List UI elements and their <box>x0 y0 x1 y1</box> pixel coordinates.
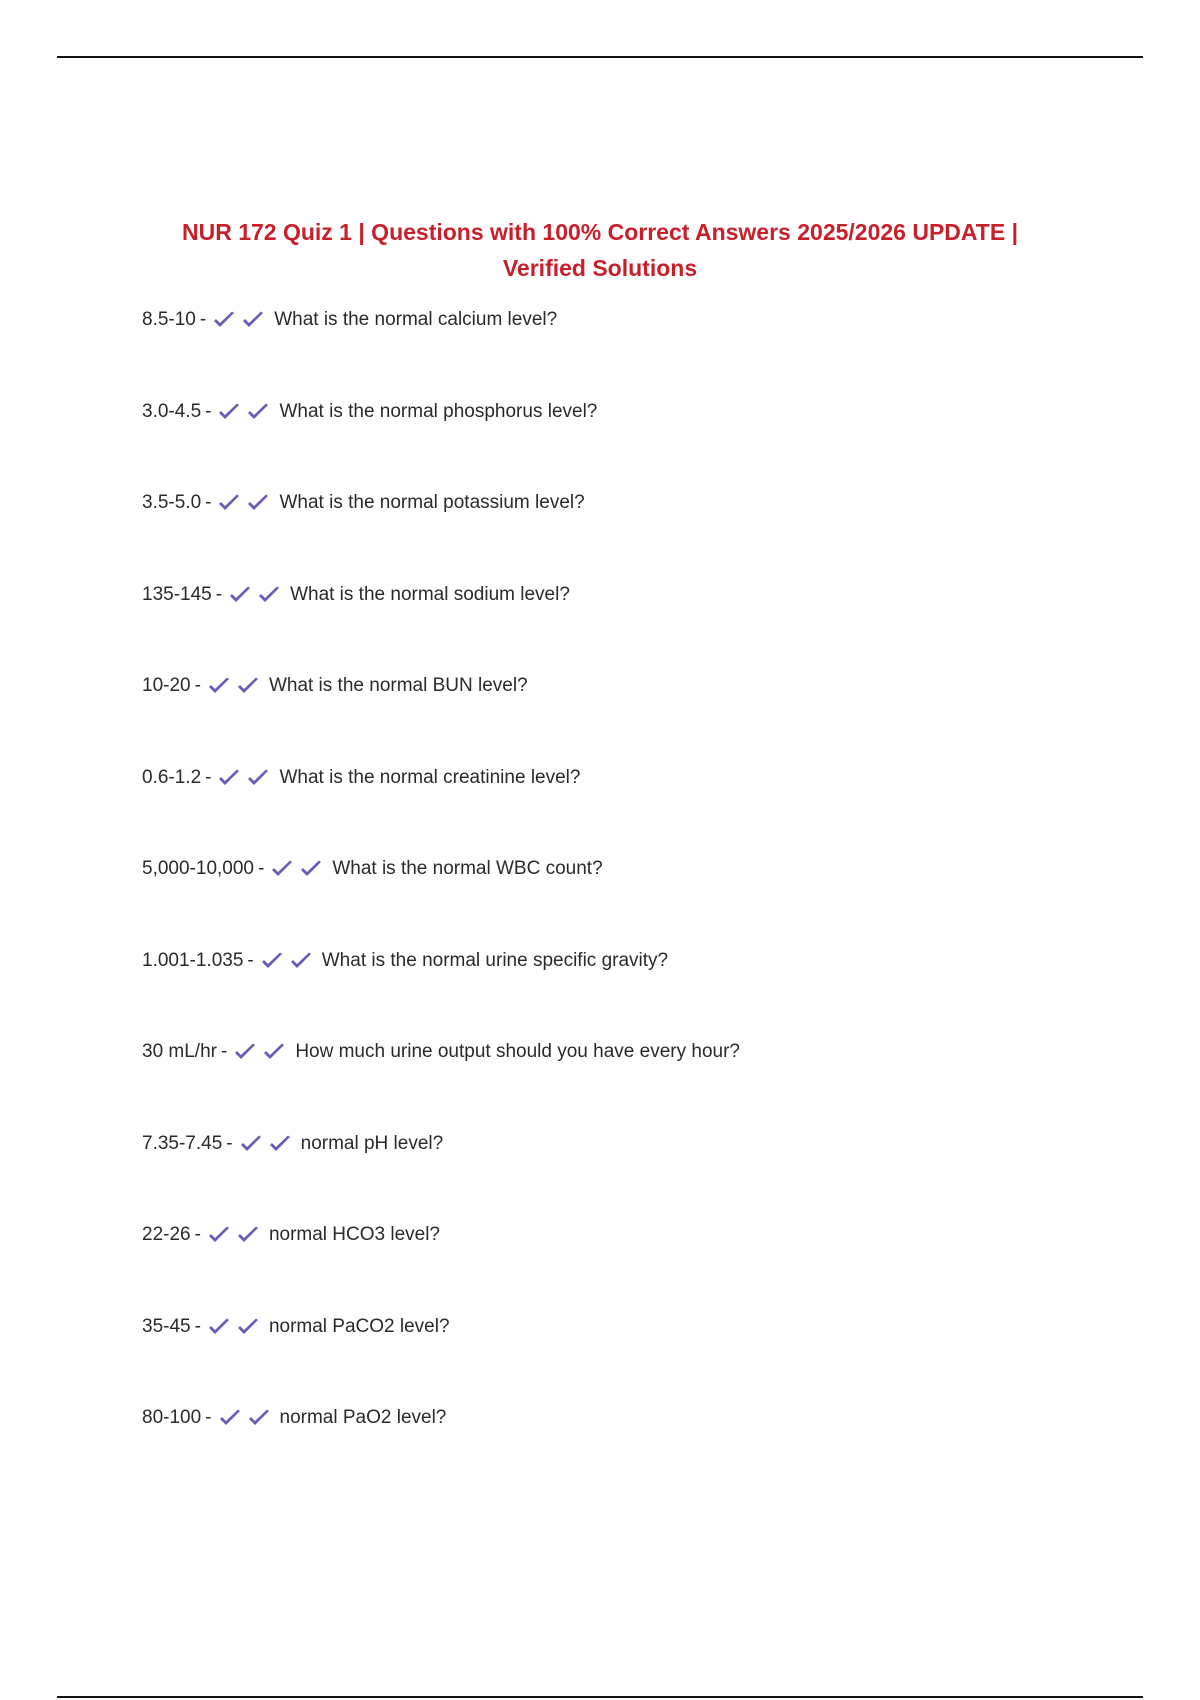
answer-text: 80-100 <box>142 1407 202 1428</box>
check-pair <box>260 944 318 978</box>
check-icon <box>289 951 313 971</box>
check-pair <box>207 1310 265 1344</box>
check-icon <box>246 402 270 422</box>
separator: - <box>215 583 223 605</box>
check-icon-glyph <box>247 1408 271 1428</box>
qa-item <box>142 486 1142 578</box>
check-icon-glyph <box>236 1225 260 1245</box>
check-icon-glyph <box>241 310 265 330</box>
check-icon-glyph <box>207 1225 231 1245</box>
check-icon-glyph <box>207 676 231 696</box>
qa-item <box>142 395 1142 487</box>
answer-text: 0.6-1.2 <box>142 766 202 788</box>
check-icon <box>228 585 252 605</box>
check-icon <box>247 1408 271 1428</box>
check-icon <box>246 768 270 788</box>
qa-list <box>142 303 1142 1493</box>
check-icon <box>270 859 294 879</box>
check-icon-glyph <box>217 768 241 788</box>
check-icon-glyph <box>289 951 313 971</box>
check-icon-glyph <box>260 951 284 971</box>
check-pair <box>207 1218 265 1252</box>
title-line-2: Verified Solutions <box>502 255 698 281</box>
separator: - <box>247 949 254 971</box>
separator: - <box>194 675 201 696</box>
check-icon <box>217 493 241 513</box>
separator: - <box>194 1224 201 1245</box>
check-pair <box>218 1401 276 1435</box>
question-text: What is the normal calcium level? <box>274 309 558 330</box>
question-text: normal pH level? <box>300 1132 444 1154</box>
check-icon <box>236 1225 260 1245</box>
check-pair <box>228 578 286 612</box>
check-icon-glyph <box>207 1317 231 1337</box>
qa-item <box>142 1127 1142 1219</box>
check-icon-glyph <box>228 585 252 605</box>
answer-text: 35-45 <box>142 1315 191 1337</box>
separator: - <box>258 858 265 879</box>
question-text: What is the normal potassium level? <box>279 492 585 513</box>
check-icon <box>207 1225 231 1245</box>
check-pair <box>217 761 275 795</box>
question-text: What is the normal creatinine level? <box>279 766 581 788</box>
check-pair <box>217 395 275 429</box>
check-icon-glyph <box>217 493 241 513</box>
check-pair <box>207 669 265 703</box>
answer-text: 10-20 <box>142 675 191 696</box>
check-icon <box>246 493 270 513</box>
question-text: normal PaO2 level? <box>279 1407 447 1428</box>
question-text: What is the normal phosphorus level? <box>279 400 598 422</box>
answer-text: 135-145 <box>142 583 212 605</box>
check-icon-glyph <box>218 1408 242 1428</box>
check-pair <box>270 852 328 886</box>
answer-text: 7.35-7.45 <box>142 1132 223 1154</box>
check-icon-glyph <box>212 310 236 330</box>
qa-item <box>142 852 1142 944</box>
check-icon-glyph <box>246 493 270 513</box>
answer-text: 3.5-5.0 <box>142 492 202 513</box>
check-icon <box>207 676 231 696</box>
question-text: How much urine output should you have every hour? <box>295 1041 740 1062</box>
check-icon <box>236 676 260 696</box>
question-text: What is the normal sodium level? <box>290 583 570 605</box>
check-icon <box>268 1134 292 1154</box>
check-icon <box>233 1042 257 1062</box>
check-icon <box>218 1408 242 1428</box>
check-pair <box>212 303 270 337</box>
check-icon <box>241 310 265 330</box>
check-icon-glyph <box>246 402 270 422</box>
question-text: normal PaCO2 level? <box>268 1315 450 1337</box>
check-icon-glyph <box>299 859 323 879</box>
separator: - <box>205 766 212 788</box>
qa-item <box>142 303 1142 395</box>
question-text: What is the normal BUN level? <box>268 675 528 696</box>
check-icon <box>212 310 236 330</box>
check-icon <box>217 768 241 788</box>
qa-item <box>142 944 1142 1036</box>
bottom-rule <box>57 1696 1143 1698</box>
check-icon-glyph <box>270 859 294 879</box>
check-icon-glyph <box>268 1134 292 1154</box>
separator: - <box>205 492 212 513</box>
separator: - <box>226 1132 233 1154</box>
answer-text: 5,000-10,000 <box>142 858 254 879</box>
qa-item <box>142 1401 1142 1493</box>
check-icon <box>217 402 241 422</box>
question-text: normal HCO3 level? <box>268 1224 441 1245</box>
check-icon-glyph <box>233 1042 257 1062</box>
answer-text: 22-26 <box>142 1224 191 1245</box>
qa-item <box>142 1218 1142 1310</box>
title-line-1: NUR 172 Quiz 1 | Questions with 100% Correct Answers 2025/2026 UPDATE | <box>181 219 1019 245</box>
answer-text: 30 mL/hr <box>142 1041 217 1062</box>
separator: - <box>199 309 207 330</box>
qa-item <box>142 578 1142 670</box>
question-text: What is the normal urine specific gravity? <box>321 949 669 971</box>
qa-item <box>142 1035 1142 1127</box>
check-pair <box>233 1035 291 1069</box>
answer-text: 1.001-1.035 <box>142 949 244 971</box>
qa-item <box>142 1310 1142 1402</box>
qa-item <box>142 761 1142 853</box>
check-icon <box>239 1134 263 1154</box>
check-icon-glyph <box>236 676 260 696</box>
check-icon <box>257 585 281 605</box>
separator: - <box>194 1315 201 1337</box>
separator: - <box>220 1041 228 1062</box>
check-icon <box>260 951 284 971</box>
separator: - <box>205 400 212 422</box>
top-rule <box>57 56 1143 58</box>
check-icon <box>207 1317 231 1337</box>
question-text: What is the normal WBC count? <box>332 858 603 879</box>
answer-text: 3.0-4.5 <box>142 400 202 422</box>
qa-item <box>142 669 1142 761</box>
separator: - <box>205 1407 212 1428</box>
document-title <box>100 214 1100 286</box>
check-icon-glyph <box>262 1042 286 1062</box>
answer-text: 8.5-10 <box>142 309 196 330</box>
check-pair <box>217 486 275 520</box>
check-icon-glyph <box>257 585 281 605</box>
check-icon-glyph <box>217 402 241 422</box>
check-icon-glyph <box>239 1134 263 1154</box>
check-icon-glyph <box>236 1317 260 1337</box>
check-icon <box>299 859 323 879</box>
check-icon <box>236 1317 260 1337</box>
check-icon-glyph <box>246 768 270 788</box>
check-pair <box>239 1127 297 1161</box>
check-icon <box>262 1042 286 1062</box>
